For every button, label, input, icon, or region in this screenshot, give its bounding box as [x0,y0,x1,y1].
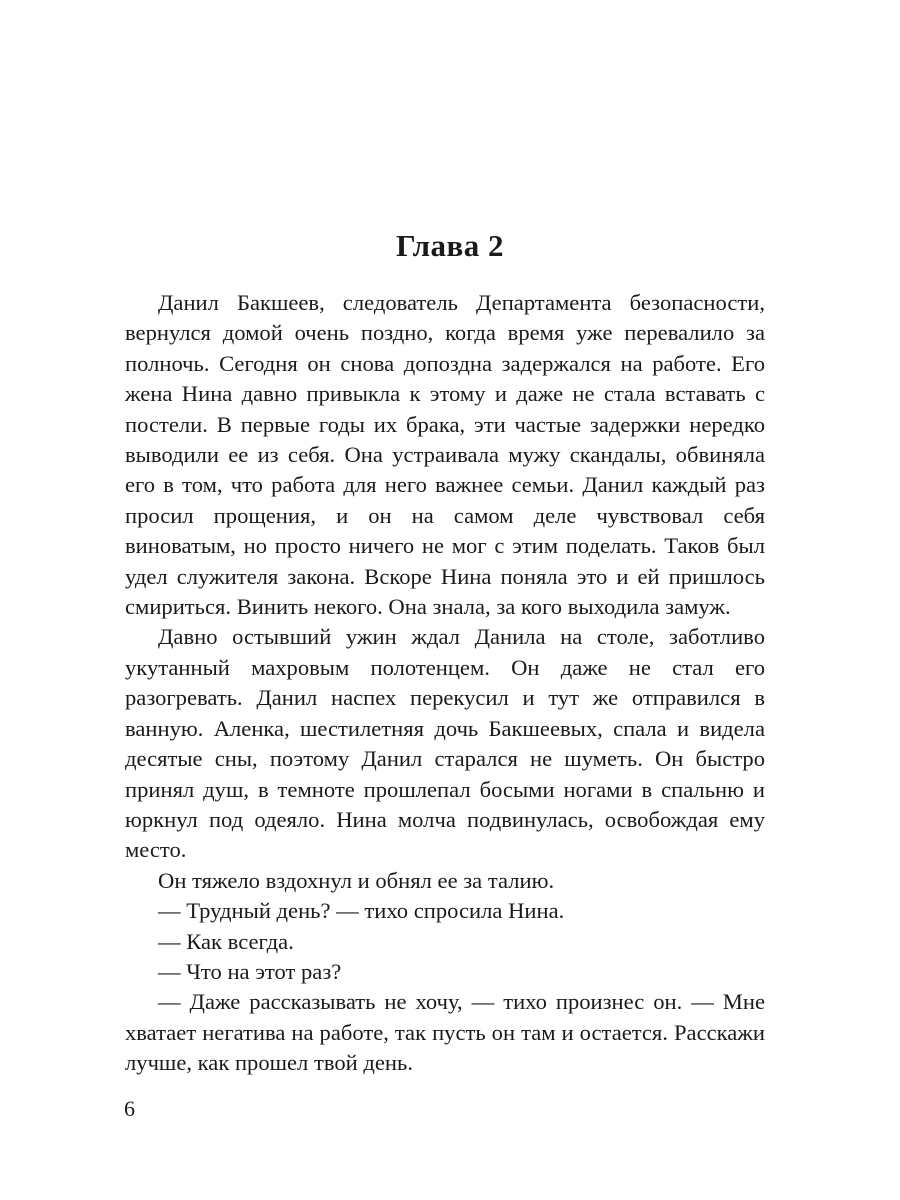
paragraph: Он тяжело вздохнул и обнял ее за талию. [158,867,555,893]
dialogue-line: — Даже рассказывать не хочу, — тихо произнес он. — Мне хватает негатива на работе, так пусть он там и остается. Расскажи лучше, как прошел твой день. [125,989,765,1076]
chapter-body [125,288,765,1079]
paragraph: Давно остывший ужин ждал Данила на столе, заботливо укутанный махровым полотенцем. Он даже не стал его разогревать. Данил наспех перекусил и тут же отправился в ванную. Аленка, шестилетняя дочь Бакшеевых, спала и видела десятые сны, поэтому Данил старался не шуметь. Он быстро принял душ, в темноте прошлепал босыми ногами в спальню и юркнул под одеяло. Нина молча подвинулась, освобождая ему место. [125,624,765,863]
dialogue-line: — Трудный день? — тихо спросила Нина. [158,898,565,924]
dialogue-line: — Что на этот раз? [158,958,342,984]
chapter-title: Глава 2 [395,228,505,263]
page-number: 6 [124,1096,135,1121]
dialogue-line: — Как всегда. [158,928,294,954]
paragraph: Данил Бакшеев, следователь Департамента безопасности, вернулся домой очень поздно, когда время уже перевалило за полночь. Сегодня он снова допоздна задержался на работе. Его жена Нина давно привыкла к этому и даже не стала вставать с постели. В первые годы их брака, эти частые задержки нередко выводили ее из себя. Она устраивала мужу скандалы, обвиняла его в том, что работа для него важнее семьи. Данил каждый раз просил прощения, и он на самом деле чувствовал себя виноватым, но просто ничего не мог с этим поделать. Таков был удел служителя закона. Вскоре Нина поняла это и ей пришлось смириться. Винить некого. Она знала, за кого выходила замуж. [125,290,765,620]
